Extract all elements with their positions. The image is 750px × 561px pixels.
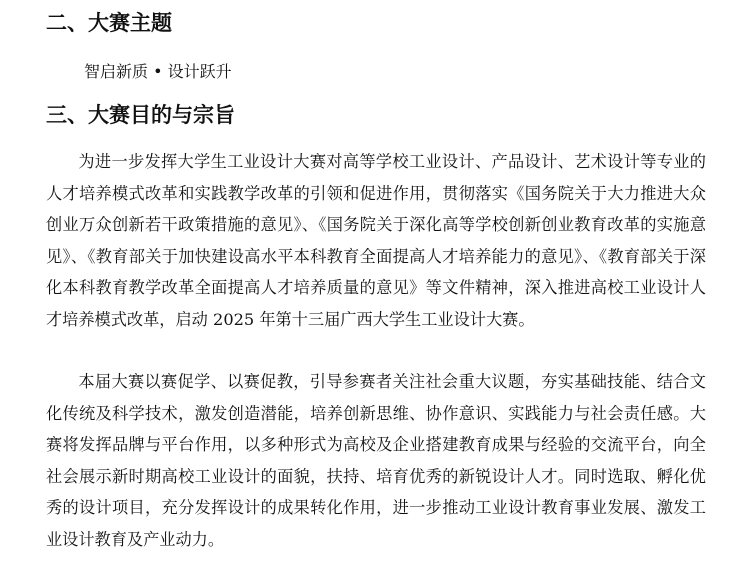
purpose-paragraph-2: 本届大赛以赛促学、以赛促教，引导参赛者关注社会重大议题，夯实基础技能、结合文化传统及科学技术，激发创造潜能，培养创新思维、协作意识、实践能力与社会责任感。大赛将发挥品牌与平台作用，以多种形式为高校及企业搭建教育成果与经验的交流平台，向全社会展示新时期高校工业设计的面貌，扶持、培育优秀的新锐设计人才。同时选取、孵化优秀的设计项目，充分发挥设计的成果转化作用，进一步推动工业设计教育事业发展、激发工业设计教育及产业动力。: [46, 372, 706, 549]
section-heading-theme: 二、大赛主题: [46, 11, 172, 35]
theme-text: 智启新质 • 设计跃升: [84, 62, 232, 81]
section-heading-purpose: 三、大赛目的与宗旨: [46, 103, 235, 127]
purpose-paragraph-1: 为进一步发挥大学生工业设计大赛对高等学校工业设计、产品设计、艺术设计等专业的人才培养模式改革和实践教学改革的引领和促进作用，贯彻落实《国务院关于大力推进大众创业万众创新若干政策措施的意见》、《国务院关于深化高等学校创新创业教育改革的实施意见》、《教育部关于加快建设高水平本科教育全面提高人才培养能力的意见》、《教育部关于深化本科教育教学改革全面提高人才培养质量的意见》等文件精神，深入推进高校工业设计人才培养模式改革，启动 2025 年第十三届广西大学生工业设计大赛。: [46, 152, 706, 329]
